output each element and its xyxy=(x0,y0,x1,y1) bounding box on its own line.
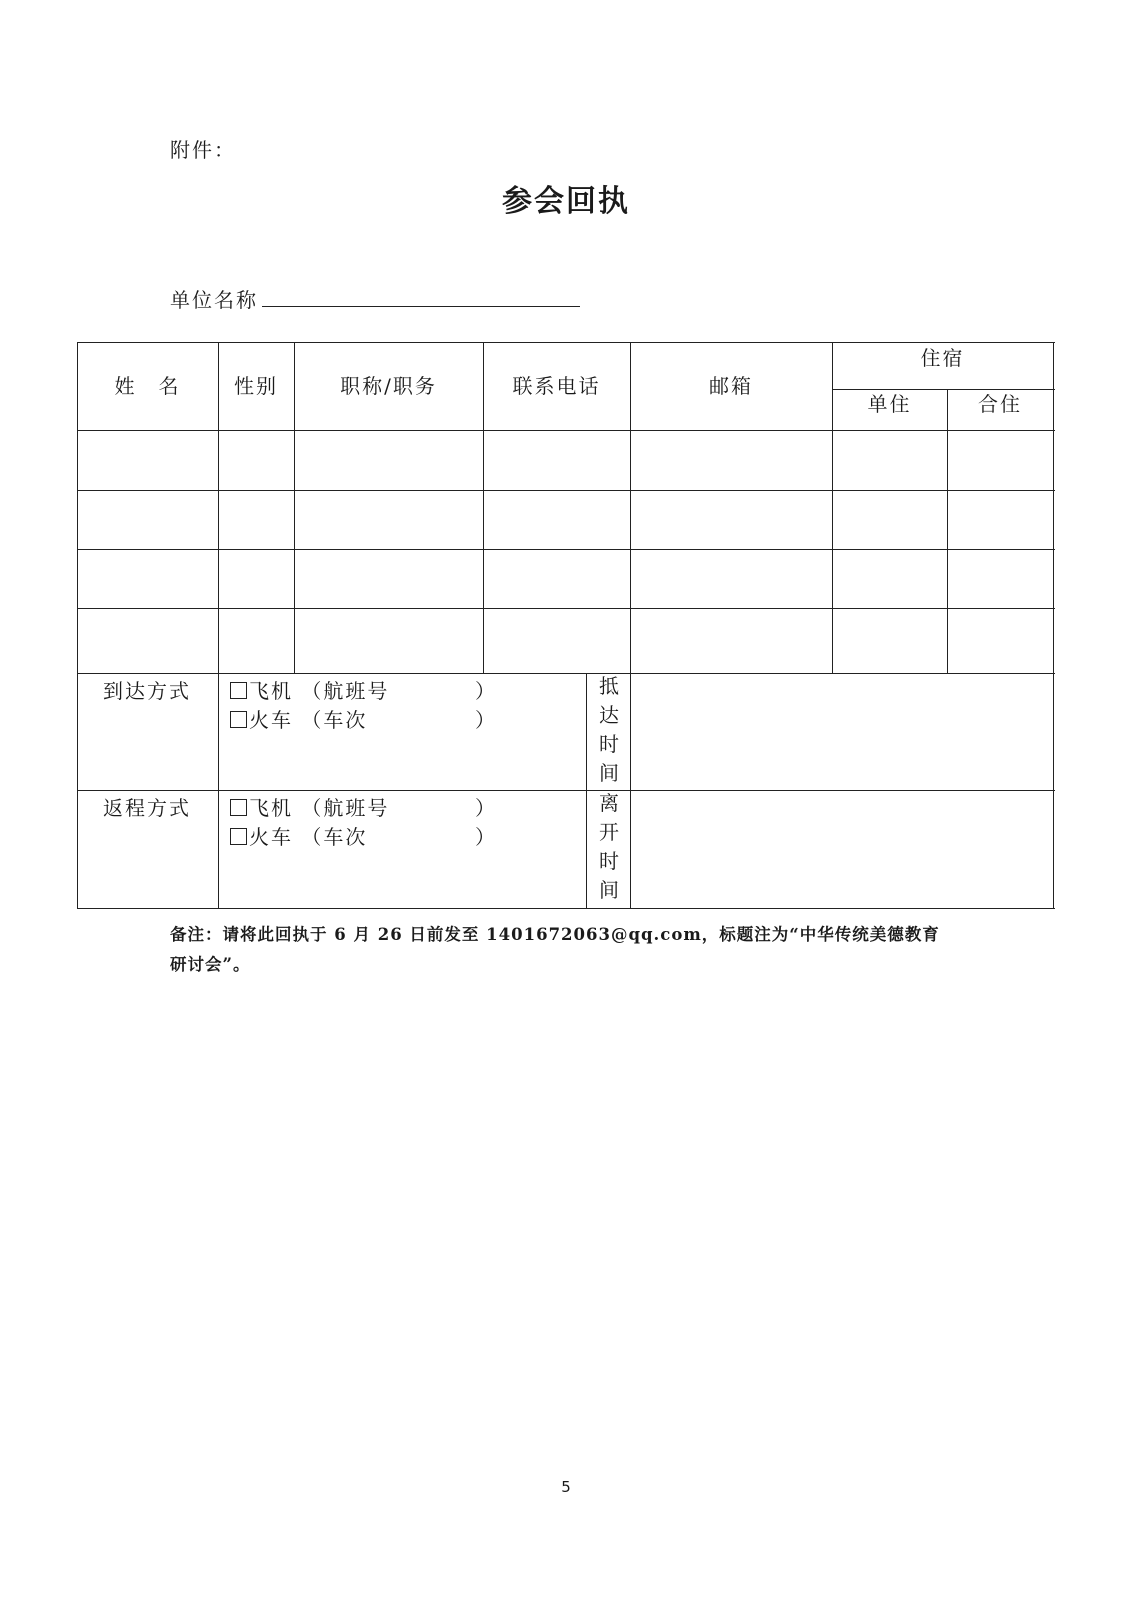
header-shared-room: 合住 xyxy=(978,392,1022,416)
departure-time-label: 离 开 时 间 xyxy=(599,791,619,902)
arrival-method-label: 到达方式 xyxy=(103,679,191,703)
checkbox-icon[interactable] xyxy=(230,828,247,845)
header-name: 姓 名 xyxy=(114,374,181,398)
checkbox-icon[interactable] xyxy=(230,682,247,699)
return-method-label: 返程方式 xyxy=(103,796,191,820)
unit-name-input-line[interactable] xyxy=(262,306,580,307)
checkbox-icon[interactable] xyxy=(230,799,247,816)
remark-line-2: 研讨会”。 xyxy=(170,955,251,974)
page-title: 参会回执 xyxy=(502,184,630,219)
arrival-train-option[interactable]: 火车 （车次 xyxy=(230,704,367,733)
remark-note xyxy=(170,920,1000,980)
header-phone: 联系电话 xyxy=(512,374,601,398)
header-lodging: 住宿 xyxy=(920,346,965,370)
header-email: 邮箱 xyxy=(709,374,753,398)
remark-line-1: 备注：请将此回执于 6 月 26 日前发至 1401672063@qq.com，标题注为“中华传统美德教育 xyxy=(170,925,940,944)
header-gender: 性别 xyxy=(234,374,278,398)
unit-name-label: 单位名称 xyxy=(170,288,258,312)
arrival-plane-option[interactable]: 飞机 （航班号 xyxy=(230,675,389,704)
arrival-time-label: 抵 达 时 间 xyxy=(599,674,619,785)
header-single-room: 单住 xyxy=(867,392,912,416)
header-title-position: 职称/职务 xyxy=(340,374,437,398)
paren-close: ） xyxy=(475,679,495,703)
paren-close: ） xyxy=(475,796,495,820)
return-plane-option[interactable]: 飞机 （航班号 xyxy=(230,792,389,821)
page-number: 5 xyxy=(561,1478,571,1496)
paren-close: ） xyxy=(475,825,495,849)
attachment-label: 附件： xyxy=(170,138,236,162)
return-train-option[interactable]: 火车 （车次 xyxy=(230,821,367,850)
paren-close: ） xyxy=(475,708,495,732)
checkbox-icon[interactable] xyxy=(230,711,247,728)
